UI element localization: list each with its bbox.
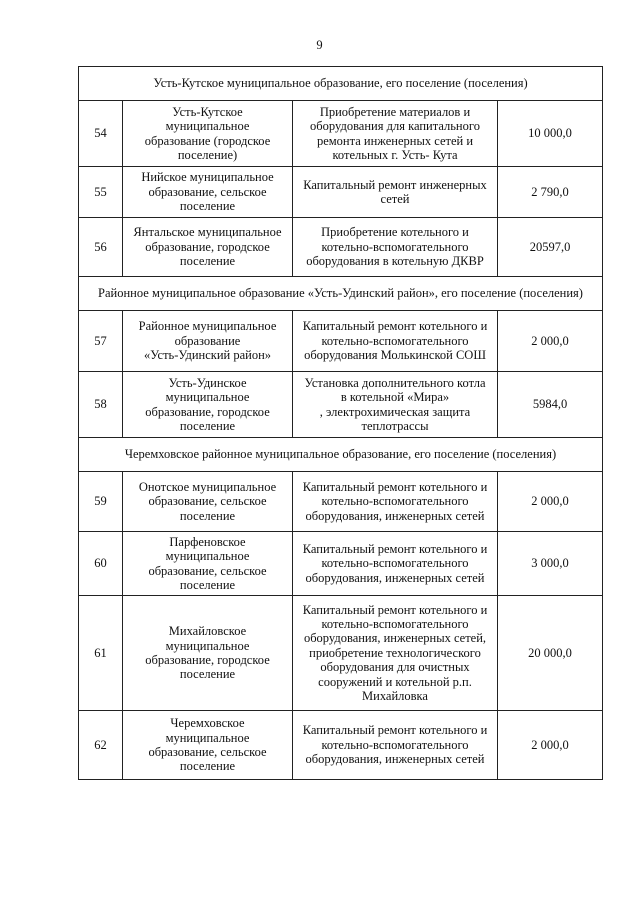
row-number: 62 [79,711,123,780]
section-title: Усть-Кутское муниципальное образование, его поселение (поселения) [79,67,603,101]
amount-cell: 2 000,0 [498,311,603,372]
work-description-cell: Установка дополнительного котла в котельной «Мира» , электрохимическая защита теплотрассы [293,372,498,438]
table-row [79,101,603,167]
amount-cell: 2 000,0 [498,711,603,780]
municipality-cell: Парфеновское муниципальное образование, сельское поселение [123,532,293,596]
table-row [79,711,603,780]
table-row [79,311,603,372]
work-description-cell: Капитальный ремонт котельного и котельно-вспомогательного оборудования Молькинской СОШ [293,311,498,372]
municipality-cell: Нийское муниципальное образование, сельское поселение [123,167,293,218]
municipality-cell: Усть-Кутское муниципальное образование (городское поселение) [123,101,293,167]
table-row [79,532,603,596]
municipality-cell: Онотское муниципальное образование, сельское поселение [123,472,293,532]
row-number: 55 [79,167,123,218]
section-header-row [79,67,603,101]
amount-cell: 20 000,0 [498,596,603,711]
municipality-cell: Районное муниципальное образование «Усть-Удинский район» [123,311,293,372]
work-description-cell: Капитальный ремонт инженерных сетей [293,167,498,218]
funding-table [78,66,603,780]
amount-cell: 20597,0 [498,218,603,277]
amount-cell: 5984,0 [498,372,603,438]
row-number: 60 [79,532,123,596]
municipality-cell: Усть-Удинское муниципальное образование, городское поселение [123,372,293,438]
table-row [79,218,603,277]
row-number: 59 [79,472,123,532]
amount-cell: 2 790,0 [498,167,603,218]
row-number: 61 [79,596,123,711]
amount-cell: 3 000,0 [498,532,603,596]
municipality-cell: Янтальское муниципальное образование, городское поселение [123,218,293,277]
row-number: 58 [79,372,123,438]
table-row [79,372,603,438]
municipality-cell: Черемховское муниципальное образование, сельское поселение [123,711,293,780]
work-description-cell: Капитальный ремонт котельного и котельно-вспомогательного оборудования, инженерных сетей [293,472,498,532]
table-row [79,596,603,711]
section-title: Районное муниципальное образование «Усть-Удинский район», его поселение (поселения) [79,277,603,311]
row-number: 57 [79,311,123,372]
work-description-cell: Капитальный ремонт котельного и котельно-вспомогательного оборудования, инженерных сетей [293,711,498,780]
page-number: 9 [316,38,323,52]
section-header-row [79,438,603,472]
work-description-cell: Капитальный ремонт котельного и котельно-вспомогательного оборудования, инженерных сетей [293,532,498,596]
amount-cell: 10 000,0 [498,101,603,167]
section-header-row [79,277,603,311]
row-number: 54 [79,101,123,167]
work-description-cell: Приобретение материалов и оборудования для капитального ремонта инженерных сетей и котельных г. Усть- Кута [293,101,498,167]
work-description-cell: Приобретение котельного и котельно-вспомогательного оборудования в котельную ДКВР [293,218,498,277]
amount-cell: 2 000,0 [498,472,603,532]
work-description-cell: Капитальный ремонт котельного и котельно-вспомогательного оборудования, инженерных сетей, приобретение технологического оборудования для очистных сооружений и котельной р.п. Михайловка [293,596,498,711]
section-title: Черемховское районное муниципальное образование, его поселение (поселения) [79,438,603,472]
table-row [79,472,603,532]
municipality-cell: Михайловское муниципальное образование, городское поселение [123,596,293,711]
row-number: 56 [79,218,123,277]
table-row [79,167,603,218]
